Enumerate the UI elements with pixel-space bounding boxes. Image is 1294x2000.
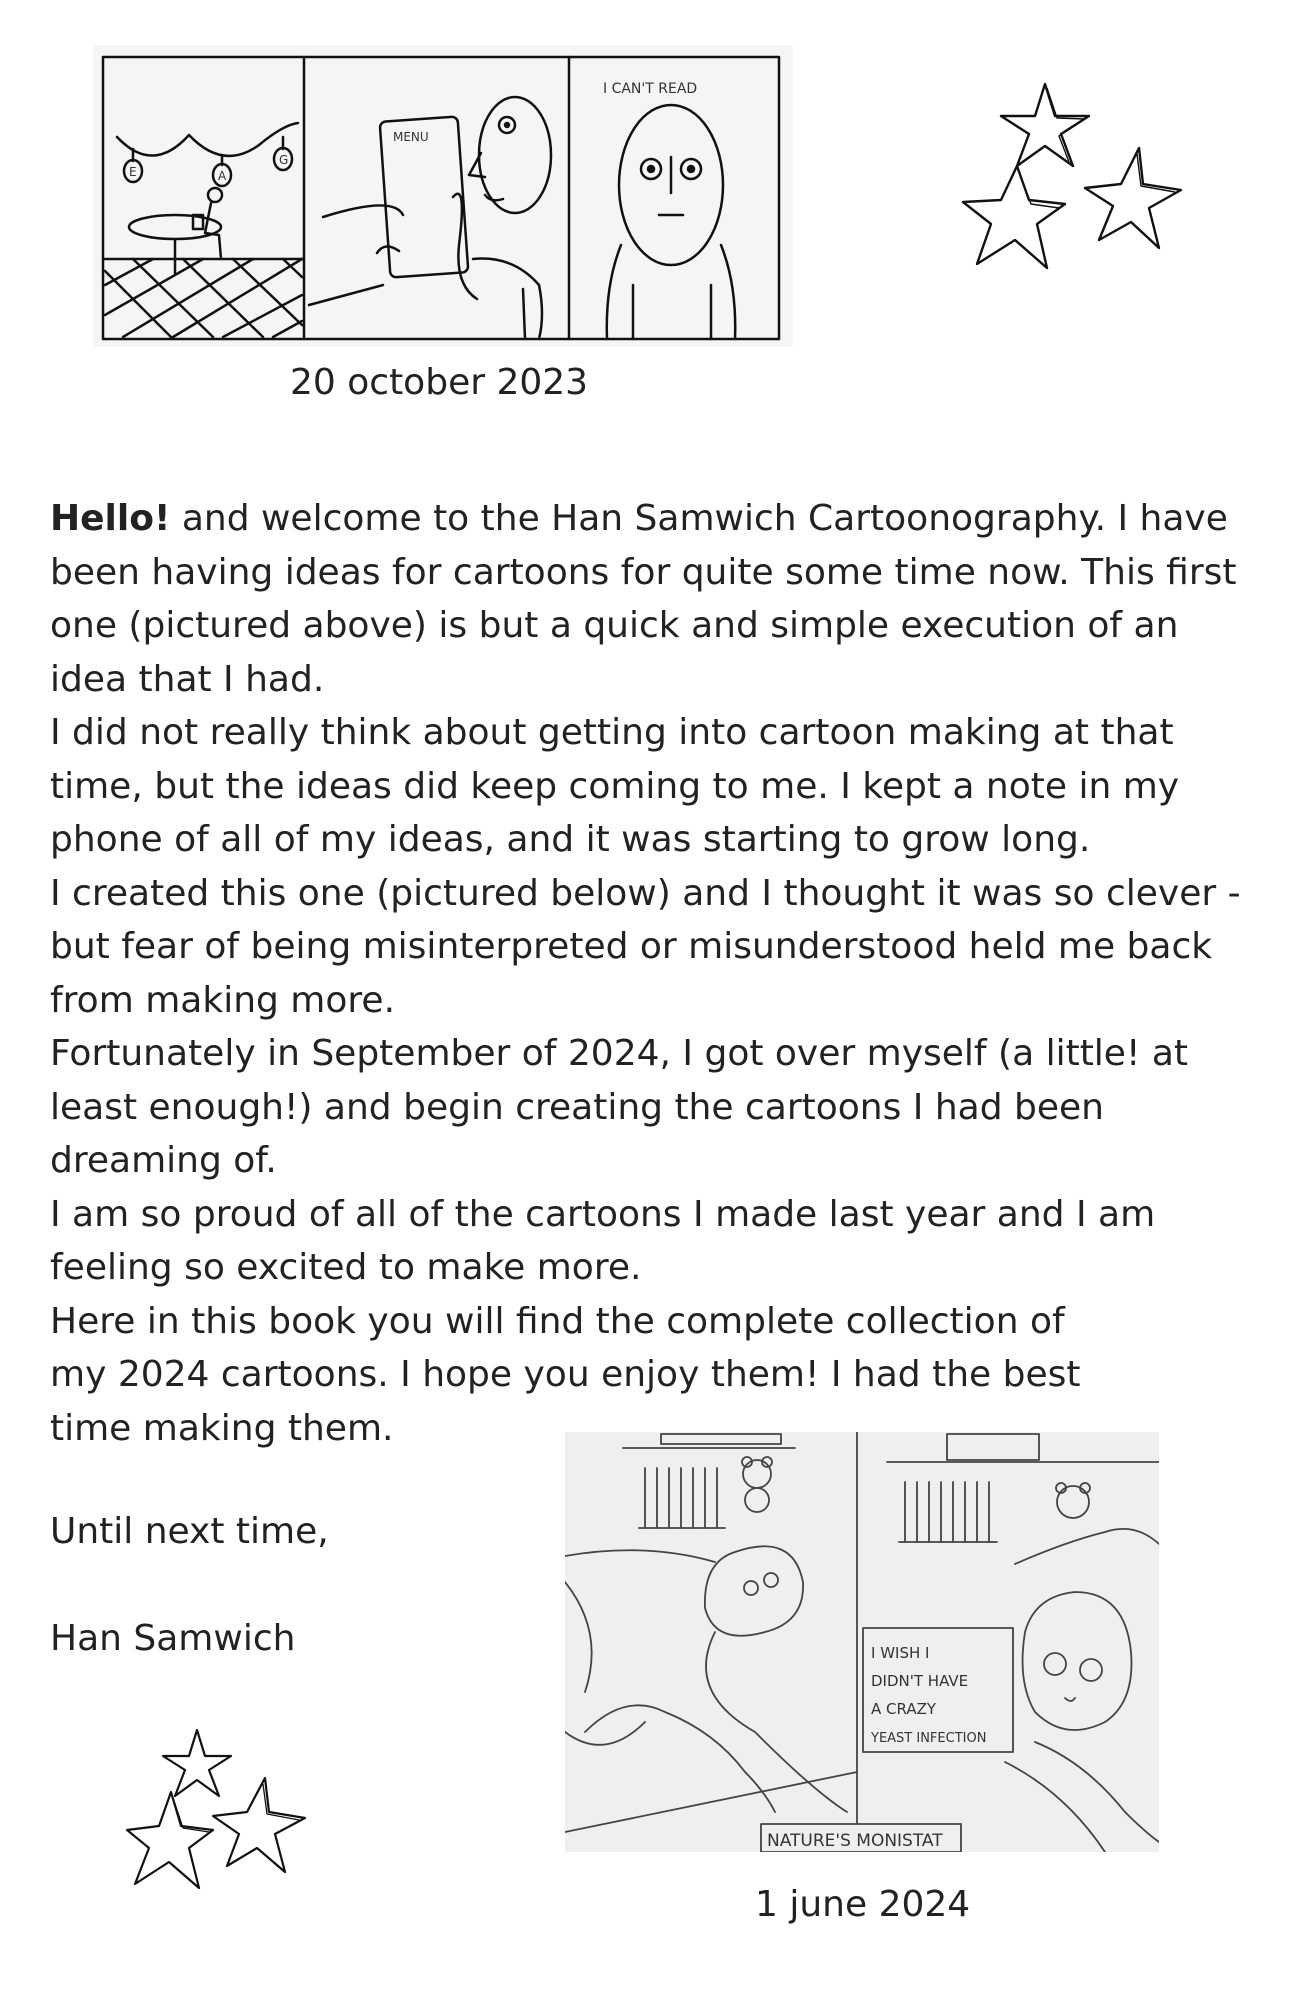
teddy-bear-icon [742,1457,772,1512]
intro-paragraph-text: and welcome to the Han Samwich Cartoonography. I have been having ideas for cartoons for quite some time now. This first one (pictured above) is but a quick and simple execution of an idea that I had. [50,498,1237,700]
stars-decoration-top [955,72,1195,292]
star-icon [163,1730,231,1796]
bulb-letter: A [218,169,227,183]
bulb-letter: E [129,165,137,179]
star-icon [1085,148,1181,248]
star-icon [1001,84,1089,166]
intro-paragraph: I am so proud of all of the cartoons I made last year and I am feeling so excited to make more. [50,1193,1156,1288]
comic-caption: NATURE'S MONISTAT [767,1831,943,1851]
intro-paragraph: Fortunately in September of 2024, I got over myself (a little! at least enough!) and begin creating the cartoons I had been dreaming of. [50,1033,1189,1181]
star-icon [213,1778,305,1872]
intro-text [50,492,1250,1455]
comic-bottom-image [565,1432,1159,1852]
bulb-letter: G [279,153,289,167]
bottom-comic-date: 1 june 2024 [755,1884,971,1925]
sign-line: DIDN'T HAVE [871,1672,969,1690]
intro-paragraph: I did not really think about getting into cartoon making at that time, but the ideas did keep coming to me. I kept a note in my phone of all of my ideas, and it was starting to grow long. [50,712,1180,860]
intro-paragraph: I created this one (pictured below) and I thought it was so clever - but fear of being misinterpreted or misunderstood held me back from making more. [50,872,1241,1021]
top-comic-date: 20 october 2023 [290,362,589,403]
teddy-bear-icon [1056,1483,1090,1518]
intro-paragraph: Here in this book you will find the complete collection of my 2024 cartoons. I hope you enjoy them! I had the best time making them. [50,1300,1081,1449]
menu-text: MENU [393,130,429,144]
intro-paragraph [50,492,1250,706]
star-icon [963,166,1065,268]
comic-top-image [93,45,793,347]
signoff: Until next time, [50,1511,329,1552]
sign-line: A CRAZY [871,1700,937,1718]
speech-text: I CAN'T READ [603,81,698,97]
signature: Han Samwich [50,1618,296,1659]
sign-line: I WISH I [871,1644,930,1662]
greeting: Hello! [50,498,171,539]
star-icon [127,1792,213,1888]
sign-line: YEAST INFECTION [871,1731,987,1746]
stars-decoration-bottom [125,1722,315,1902]
